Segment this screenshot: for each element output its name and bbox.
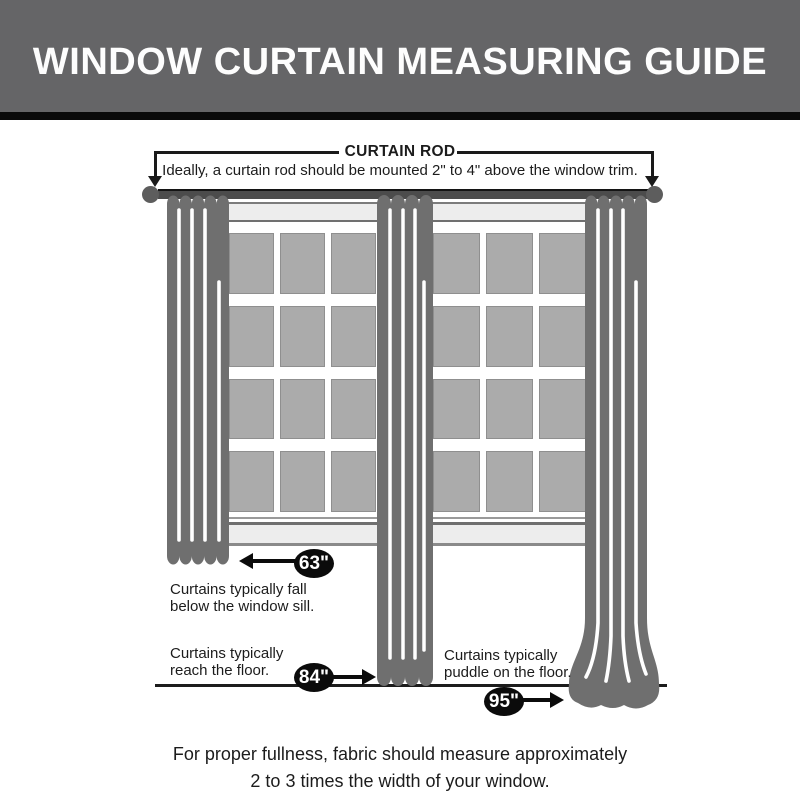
caption-line: Curtains typically fall [170, 581, 307, 598]
window-pane [433, 233, 480, 294]
window-pane [433, 379, 480, 440]
arrow-right-icon [362, 669, 376, 685]
window-left [226, 200, 378, 547]
caption-line: Curtains typically [444, 647, 558, 664]
window-pane [229, 233, 274, 294]
measurement-badge-84: 84" [294, 663, 334, 692]
window-pane-grid [229, 233, 376, 512]
curtain-rod-label: CURTAIN ROD [344, 143, 456, 160]
window-pane [331, 306, 376, 367]
window-pane [486, 306, 533, 367]
caption-line: reach the floor. [170, 662, 270, 679]
window-pane [229, 451, 274, 512]
window-pane [331, 379, 376, 440]
arrow-left-icon [239, 553, 253, 569]
window-top-trim [226, 202, 378, 222]
window-pane-grid [433, 233, 586, 512]
window-pane [280, 306, 325, 367]
rod-mounting-note: Ideally, a curtain rod should be mounted 2" to 4" above the window trim. [162, 162, 638, 179]
caption-line: puddle on the floor. [444, 664, 572, 681]
window-pane [331, 451, 376, 512]
arrow-line [252, 559, 296, 563]
arrow-line [522, 698, 551, 702]
rod-finial-left [142, 186, 159, 203]
measurement-badge-95: 95" [484, 687, 524, 716]
window-pane [280, 451, 325, 512]
caption-reach-floor [170, 645, 283, 679]
caption-line: below the window sill. [170, 598, 315, 615]
window-pane [486, 233, 533, 294]
window-pane [229, 306, 274, 367]
header-banner [0, 0, 800, 112]
fullness-note-line: For proper fullness, fabric should measure approximately [172, 744, 628, 764]
page-title: WINDOW CURTAIN MEASURING GUIDE [32, 40, 768, 83]
window-pane [433, 306, 480, 367]
measurement-badge-63: 63" [294, 549, 334, 578]
caption-puddle-floor [444, 647, 572, 681]
sill-line [226, 517, 378, 519]
window-pane [486, 379, 533, 440]
curtain-panel-right [565, 188, 660, 714]
window-pane [280, 233, 325, 294]
caption-below-sill [170, 581, 314, 615]
caption-line: Curtains typically [170, 645, 284, 662]
arrow-line [333, 675, 363, 679]
window-pane [331, 233, 376, 294]
arrow-right-icon [550, 692, 564, 708]
header-divider [0, 112, 800, 120]
fullness-note-line: 2 to 3 times the width of your window. [250, 771, 550, 791]
window-pane [486, 451, 533, 512]
sill-line [226, 543, 378, 546]
fullness-note [0, 741, 800, 795]
window-pane [433, 451, 480, 512]
window-pane [280, 379, 325, 440]
window-sill [226, 525, 378, 543]
curtain-panel-left [167, 188, 229, 572]
curtain-panel-middle [377, 188, 433, 690]
window-pane [229, 379, 274, 440]
